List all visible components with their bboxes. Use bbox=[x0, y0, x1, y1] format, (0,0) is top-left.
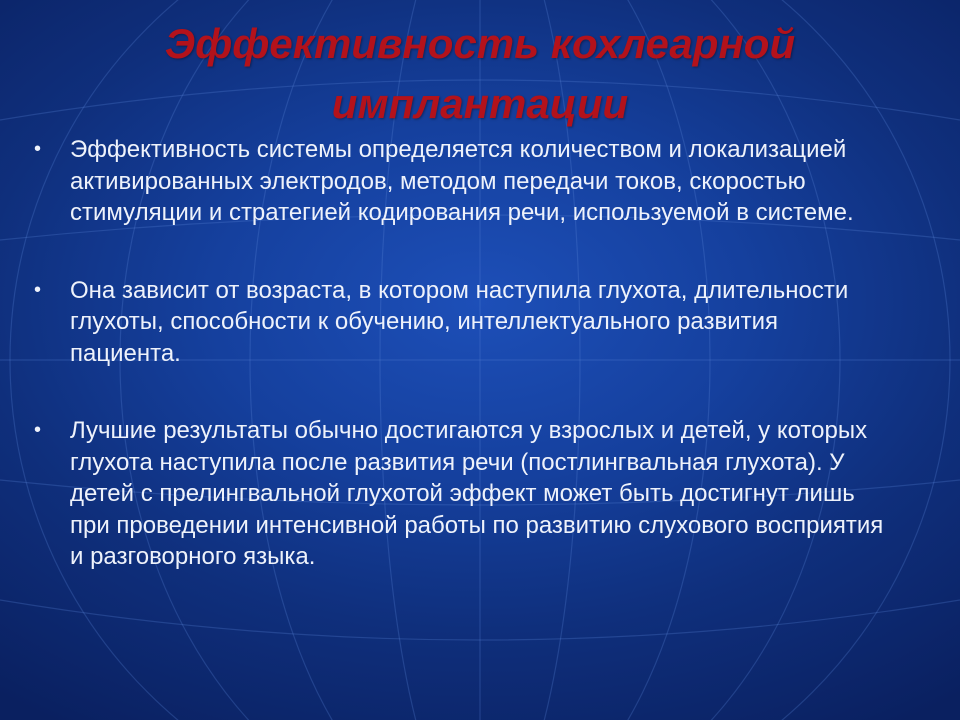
bullet-dot-icon: • bbox=[34, 138, 42, 160]
bullet-item bbox=[34, 275, 884, 370]
title-line-1: Эффективность кохлеарной bbox=[164, 20, 796, 67]
bullet-dot-icon: • bbox=[34, 419, 42, 441]
bullet-item bbox=[34, 415, 884, 573]
bullet-text: Эффективность системы определяется количеством и локализацией активированных электродов, методом передачи токов, скоростью стимуляции и стратегией кодирования речи, используемой в системе. bbox=[70, 136, 854, 226]
bullet-item bbox=[34, 134, 884, 229]
title-line-2: имплантации bbox=[331, 80, 629, 127]
bullet-text: Она зависит от возраста, в котором наступила глухота, длительности глухоты, способности к обучению, интеллектуального развития пациента. bbox=[70, 276, 849, 367]
bullet-text: Лучшие результаты обычно достигаются у взрослых и детей, у которых глухота наступила после развития речи (постлингвальная глухота). У детей с прелингвальной глухотой эффект может быть достигнут лишь при проведении интенсивной работы по развитию слухового восприятия и разговорного языка. bbox=[70, 417, 884, 570]
bullet-dot-icon: • bbox=[34, 278, 42, 301]
bullet-list bbox=[34, 134, 884, 619]
slide-title bbox=[60, 14, 900, 134]
